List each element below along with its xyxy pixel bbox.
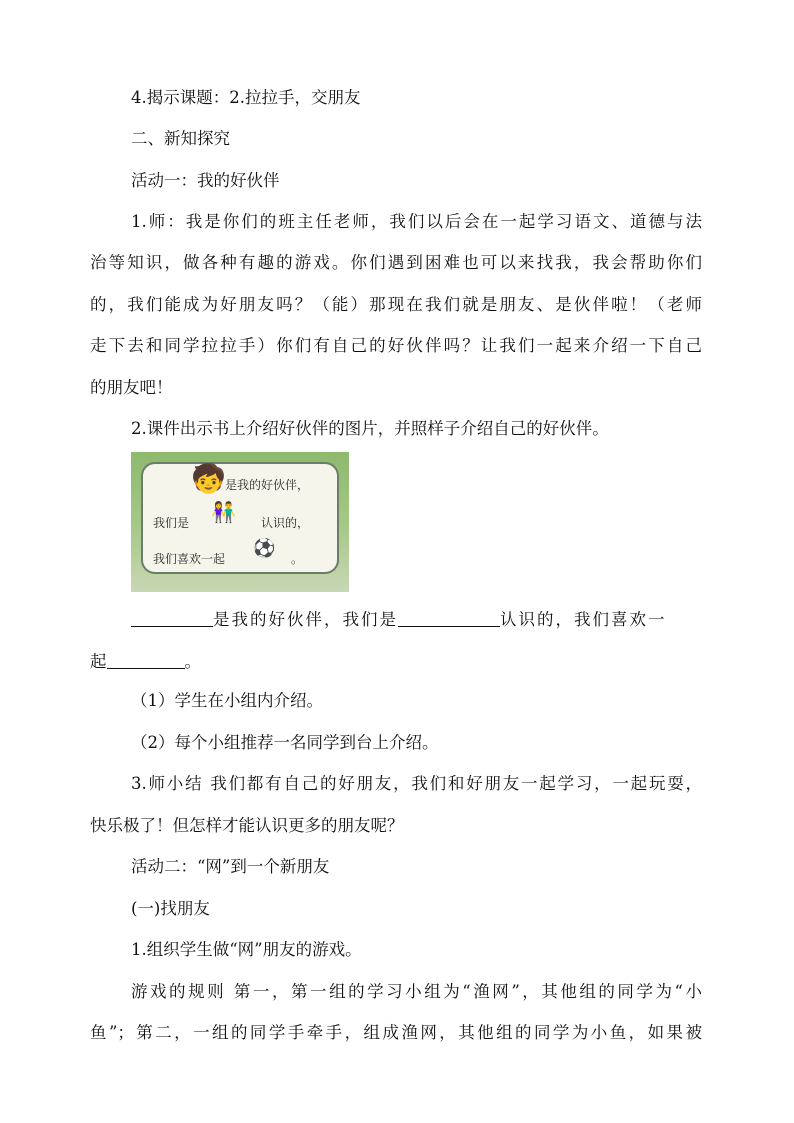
courseware-instruction: 2.课件出示书上介绍好伙伴的图片，并照样子介绍自己的好伙伴。 xyxy=(131,419,609,438)
kids-jumping-rope-icon: 👫 xyxy=(211,500,236,524)
paragraph-1-line-1: 1.师：我是你们的班主任老师，我们以后会在一起学习语文、道德与法 xyxy=(131,212,702,231)
paragraph-1-line-5: 的朋友吧！ xyxy=(90,378,173,397)
summary-line-1: 3.师小结 我们都有自己的好朋友，我们和好朋友一起学习，一起玩耍， xyxy=(131,774,702,793)
activity-one-heading: 活动一：我的好伙伴 xyxy=(131,171,280,190)
rules-line-1: 游戏的规则 第一，第一组的学习小组为“渔网”，其他组的同学为“小 xyxy=(131,982,702,1001)
fill-text-a: 是我的好伙伴，我们是 xyxy=(213,610,398,629)
blank-2 xyxy=(398,608,500,627)
fill-text-c: 起 xyxy=(90,652,107,671)
illus-text-2: 我们是 xyxy=(153,516,190,530)
blank-3 xyxy=(107,650,185,669)
illus-text-3: 认识的， xyxy=(261,516,310,530)
summary-line-2: 快乐极了！但怎样才能认识更多的朋友呢？ xyxy=(90,816,404,835)
activity-two-heading: 活动二：“网”到一个新朋友 xyxy=(131,857,330,876)
fill-text-b: 认识的，我们喜欢一 xyxy=(500,610,667,629)
blank-1 xyxy=(131,608,213,627)
paragraph-1-line-3: 的，我们能成为好朋友吗？（能）那现在我们就是朋友、是伙伴啦！（老师 xyxy=(90,295,702,314)
step-2-line: （2）每个小组推荐一名同学到台上介绍。 xyxy=(131,733,439,752)
paragraph-1-line-4: 走下去和同学拉拉手）你们有自己的好伙伴吗？让我们一起来介绍一下自己 xyxy=(90,336,702,355)
fill-in-sentence-line-2 xyxy=(90,650,201,673)
paragraph-1-line-2: 治等知识，做各种有趣的游戏。你们遇到困难也可以来找我，我会帮助你们 xyxy=(90,253,702,272)
boy-figure-icon: 🧒 xyxy=(191,462,226,495)
fill-text-d: 。 xyxy=(184,652,201,671)
ball-game-icon: ⚽ xyxy=(253,538,276,559)
illus-text-1: 是我的好伙伴， xyxy=(225,478,310,492)
lesson-topic-line: 4.揭示课题：2.拉拉手，交朋友 xyxy=(131,88,361,107)
game-instruction: 1.组织学生做“网”朋友的游戏。 xyxy=(131,940,362,959)
illus-text-5: 。 xyxy=(291,552,304,566)
fill-in-sentence-line-1 xyxy=(131,608,667,631)
find-friends-heading: (一)找朋友 xyxy=(131,899,210,918)
rules-line-2: 鱼”；第二，一组的同学手牵手，组成渔网，其他组的同学为小鱼，如果被 xyxy=(90,1023,702,1042)
step-1-line: （1）学生在小组内介绍。 xyxy=(131,691,323,710)
illus-text-4: 我们喜欢一起 xyxy=(153,552,226,566)
section-heading: 二、新知探究 xyxy=(131,129,230,148)
textbook-illustration xyxy=(131,452,349,592)
